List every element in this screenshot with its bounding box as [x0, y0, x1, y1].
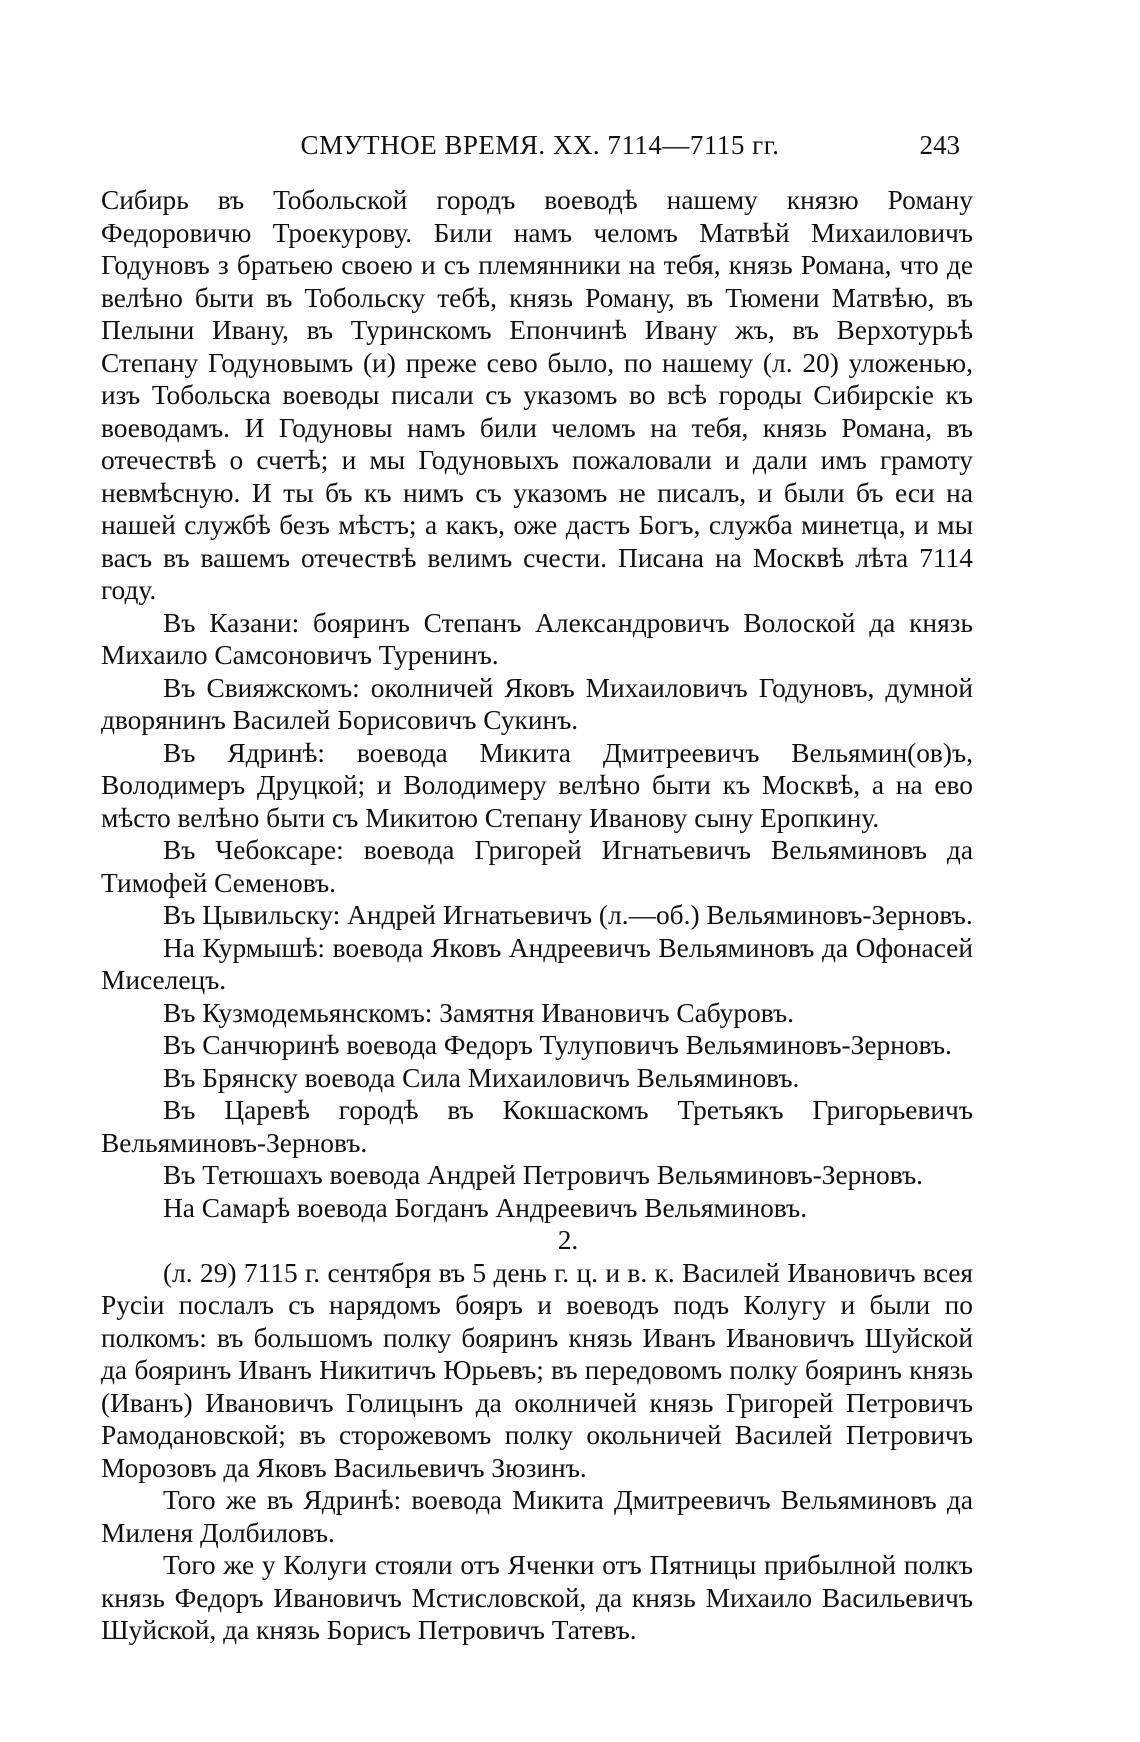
- body-text: [101, 184, 973, 1647]
- paragraph-kazan: Въ Казани: бояринъ Степанъ Александровичъ Волоской да князь Михаило Самсоновичъ Туренинъ.: [101, 607, 973, 670]
- paragraph-kurmysh: На Курмышѣ: воевода Яковъ Андреевичъ Вельяминовъ да Офонасей Миселецъ.: [101, 932, 973, 995]
- paragraph-cheboksary: Въ Чебоксаре: воевода Григорей Игнатьевичъ Вельяминовъ да Тимофей Семеновъ.: [101, 835, 973, 898]
- paragraph-tetyushi: Въ Тетюшахъ воевода Андрей Петровичъ Вельяминовъ-Зерновъ.: [163, 1160, 923, 1190]
- paragraph-yadrin: Въ Ядринѣ: воевода Микита Дмитреевичъ Вельямин(ов)ъ, Володимеръ Друцкой; и Володимеру велѣно быти къ Москвѣ, а на ево мѣсто велѣно быти съ Микитою Степану Иванову сыну Еропкину.: [101, 737, 973, 833]
- paragraph-yadrin-again: Того же въ Ядринѣ: воевода Микита Дмитреевичъ Вельяминовъ да Миленя Долбиловъ.: [101, 1485, 973, 1548]
- paragraph-sanchurin: Въ Санчюринѣ воевода Федоръ Тулуповичъ Вельяминовъ-Зерновъ.: [163, 1030, 952, 1060]
- paragraph-kaluga-reinforcement: Того же у Колуги стояли отъ Яченки отъ Пятницы прибылной полкъ князь Федоръ Ивановичъ Мстисловской, да князь Михаило Васильевичъ Шуйской, да князь Борисъ Петровичъ Татевъ.: [101, 1550, 973, 1645]
- paragraph-bryansk: Въ Брянску воевода Сила Михаиловичъ Вельяминовъ.: [163, 1062, 800, 1093]
- paragraph-samara: На Самарѣ воевода Богданъ Андреевичъ Вельяминовъ.: [163, 1192, 808, 1223]
- page-number: 243: [919, 130, 960, 160]
- paragraph-kaluga-regiments: (л. 29) 7115 г. сентября въ 5 день г. ц. и в. к. Василей Ивановичъ всея Русіи послалъ съ нарядомъ бояръ и воеводъ подъ Колугу и были по полкомъ: въ большомъ полку бояринъ князь Иванъ Ивановичъ Шуйской да бояринъ Иванъ Никитичъ Юрьевъ; въ передовомъ полку бояринъ князь (Иванъ) Ивановичъ Голицынъ да околничей князь Григорей Петровичъ Рамодановской; въ сторожевомъ полку окольничей Василей Петровичъ Морозовъ да Яковъ Васильевичъ Зюзинъ.: [101, 1257, 973, 1483]
- paragraph-siberia-letter: Сибирь въ Тобольской городъ воеводѣ нашему князю Роману Федоровичю Троекурову. Били намъ челомъ Матвѣй Михаиловичъ Годуновъ з братьею своею и съ племянники на тебя, князь Романа, что де велѣно быти въ Тобольску тебѣ, князь Роману, въ Тюмени Матвѣю, въ Пелыни Ивану, въ Туринскомъ Епончинѣ Ивану жъ, въ Верхотурьѣ Степану Годуновымъ (и) преже сево было, по нашему (л. 20) уложенью, изъ Тобольска воеводы писали съ указомъ во всѣ городы Сибирскіе къ воеводамъ. И Годуновы намъ били челомъ на тебя, князь Романа, въ отечествѣ о счетѣ; и мы Годуновыхъ пожаловали и дали имъ грамоту невмѣсную. И ты бъ къ нимъ съ указомъ не писалъ, и были бъ еси на нашей службѣ безъ мѣстъ; а какъ, оже дастъ Богъ, служба минетца, и мы васъ въ вашемъ отечествѣ велимъ счести. Писана на Москвѣ лѣта 7114 году.: [101, 185, 973, 605]
- paragraph-tsarev-gorod: Въ Царевѣ городѣ въ Кокшаскомъ Третьякъ Григорьевичъ Вельяминовъ-Зерновъ.: [101, 1095, 973, 1158]
- section-number: 2.: [557, 1225, 579, 1255]
- running-title: СМУТНОЕ ВРЕМЯ. XX. 7114—7115 гг.: [300, 130, 780, 160]
- paragraph-tsyvilsk: Въ Цывильску: Андрей Игнатьевичъ (л.—об.) Вельяминовъ-Зерновъ.: [163, 900, 973, 930]
- paragraph-sviyazhsk: Въ Свияжскомъ: околничей Яковъ Михаиловичъ Годуновъ, думной дворянинъ Василей Борисовичъ Сукинъ.: [101, 672, 973, 735]
- paragraph-kuzmodemyansk: Въ Кузмодемьянскомъ: Замятня Ивановичъ Сабуровъ.: [163, 997, 795, 1028]
- page-header: [100, 130, 980, 166]
